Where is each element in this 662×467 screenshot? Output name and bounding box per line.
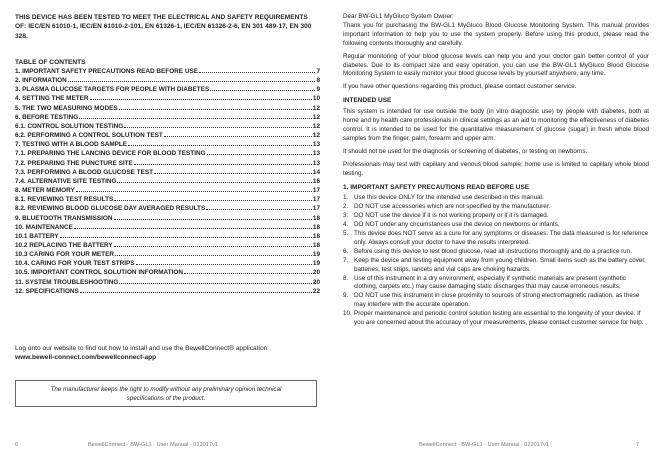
toc-entry[interactable] <box>15 94 320 103</box>
safety-item-number: 7. <box>343 256 349 264</box>
toc-entry-title: 8.1. REVIEWING TEST RESULTS <box>15 196 114 204</box>
toc-entry-title: 2. INFORMATION <box>15 77 67 85</box>
toc-entry-page: 12 <box>312 113 320 121</box>
toc-entry-page: 17 <box>312 196 320 204</box>
toc-entry-title: 7.2. PREPARING THE PUNCTURE SITE <box>15 159 133 167</box>
toc-entry[interactable] <box>15 223 320 232</box>
toc-leader-dots <box>79 113 312 119</box>
toc-leader-dots <box>154 168 312 174</box>
toc-entry[interactable] <box>15 122 320 131</box>
toc-leader-dots <box>74 223 312 229</box>
toc-entry-title: 11. SYSTEM TROUBLESHOOTING <box>15 278 119 286</box>
toc-leader-dots <box>117 177 311 183</box>
toc-leader-dots <box>184 268 312 274</box>
footer-left: BewellConnect · BW-GL1 · User Manual · 022017v1 <box>88 442 218 448</box>
safety-item <box>343 194 649 203</box>
app-info <box>15 344 320 363</box>
toc-entry[interactable] <box>15 177 320 186</box>
toc-entry[interactable] <box>15 159 320 168</box>
footer-right: BewellConnect · BW-GL1 · User Manual · 022017v1 <box>419 442 549 448</box>
toc-entry-title: 10. MAINTENANCE <box>15 223 73 231</box>
safety-item-number: 5. <box>343 230 349 238</box>
safety-item <box>343 221 649 230</box>
toc-entry-title: 8. METER MEMORY <box>15 187 75 195</box>
safety-item <box>343 310 649 328</box>
toc-entry[interactable] <box>15 232 320 241</box>
toc-entry-title: 6.2. PERFORMING A CONTROL SOLUTION TEST <box>15 132 163 140</box>
toc-entry-page: 8 <box>316 77 320 85</box>
toc-entry-page: 18 <box>312 223 320 231</box>
safety-item <box>343 212 649 221</box>
toc-entry[interactable] <box>15 214 320 223</box>
toc-title: TABLE OF CONTENTS <box>15 59 86 66</box>
safety-heading: 1. IMPORTANT SAFETY PRECAUTIONS READ BEFORE USE <box>343 183 530 191</box>
safety-item <box>343 203 649 212</box>
safety-item-text: DO NOT use this instrument in close proximity to sources of strong electromagnetic radiation, as these may interfere with the accurate operation. <box>354 292 640 309</box>
toc-entry-title: 1. IMPORTANT SAFETY PRECAUTIONS READ BEFORE USE <box>15 68 198 75</box>
safety-item-number: 8. <box>343 274 349 282</box>
toc-leader-dots <box>136 259 312 265</box>
intended-use-professionals: Professionals may test with capillary and venous blood sample; home use is limited to capillary whole blood testing. <box>343 160 649 177</box>
toc-leader-dots <box>199 67 315 73</box>
toc-entry-page: 17 <box>312 187 320 195</box>
toc-leader-dots <box>114 241 312 247</box>
toc-entry[interactable] <box>15 268 320 277</box>
toc-entry-title: 10.1 BATTERY <box>15 232 59 240</box>
safety-item-number: 4. <box>343 221 349 229</box>
toc-entry-title: 7.3. PERFORMING A BLOOD GLUCOSE TEST <box>15 168 154 176</box>
toc-entry[interactable] <box>15 140 320 149</box>
toc-entry-page: 17 <box>312 205 320 213</box>
toc-entry-page: 18 <box>312 214 320 222</box>
disclaimer-box: The manufacturer keeps the right to modify without any preliminary opinion technical specifications of the product. <box>15 380 317 407</box>
safety-item <box>343 230 649 248</box>
toc-entry[interactable] <box>15 278 320 287</box>
app-url-link[interactable]: www.bewell-connect.com/bewellconnect-app <box>15 354 157 362</box>
toc-entry[interactable] <box>15 241 320 250</box>
safety-item-text: DO NOT under any circumstances use the device on newborns or infants. <box>354 221 560 229</box>
certification-statement: THIS DEVICE HAS BEEN TESTED TO MEET THE ELECTRICAL AND SAFETY REQUIREMENTS OF: IEC/EN 61010-1, IEC/EN 61010-2-101, EN 61326-1, IEC/EN 61326-2-6, EN 301 489-17, EN 300 328. <box>15 14 312 40</box>
toc-leader-dots <box>60 232 312 238</box>
safety-item-number: 3. <box>343 212 349 220</box>
toc-entry[interactable] <box>15 67 320 76</box>
toc-entry-page: 18 <box>312 241 320 249</box>
toc-entry-title: 3. PLASMA GLUCOSE TARGETS FOR PEOPLE WITH DIABETES <box>15 86 210 94</box>
toc-entry-page: 7 <box>316 68 320 75</box>
safety-item-number: 6. <box>343 247 349 255</box>
toc-leader-dots <box>210 85 315 91</box>
page-number-right: 7 <box>636 442 640 448</box>
toc-entry-page: 12 <box>312 104 320 112</box>
toc-entry-page: 16 <box>312 177 320 185</box>
toc-entry-page: 20 <box>312 278 320 286</box>
safety-item-text: Use of this instrument in a dry environment, especially if synthetic materials are present (synthetic clothing, carpets etc.) may cause damaging static discharges that may cause erroneous results. <box>354 274 626 291</box>
safety-item <box>343 275 649 293</box>
toc-entry-page: 12 <box>312 122 320 130</box>
safety-item <box>343 292 649 310</box>
toc-leader-dots <box>80 287 312 293</box>
toc-entry-page: 19 <box>312 251 320 259</box>
toc-entry-title: 7.1. PREPARING THE LANCING DEVICE FOR BLOOD TESTING <box>15 150 206 158</box>
toc-entry[interactable] <box>15 287 320 296</box>
toc-leader-dots <box>119 104 312 110</box>
table-of-contents <box>15 58 320 296</box>
toc-list <box>15 67 320 296</box>
toc-entry[interactable] <box>15 131 320 140</box>
safety-list <box>343 194 649 328</box>
toc-entry[interactable] <box>15 113 320 122</box>
toc-entry[interactable] <box>15 85 320 94</box>
toc-entry-page: 20 <box>312 269 320 277</box>
toc-entry[interactable] <box>15 195 320 204</box>
safety-item <box>343 257 649 275</box>
right-page <box>331 0 662 467</box>
app-info-text: Log onto our website to find out how to install and use the BewellConnect® application <box>15 345 268 352</box>
toc-entry-page: 22 <box>312 287 320 295</box>
toc-entry-title: 9. BLUETOOTH TRANSMISSION <box>15 214 113 222</box>
toc-leader-dots <box>164 131 312 137</box>
toc-entry-page: 13 <box>312 141 320 149</box>
safety-item-number: 9. <box>343 292 349 300</box>
toc-entry-page: 13 <box>312 150 320 158</box>
toc-entry-title: 4. SETTING THE METER <box>15 95 89 103</box>
toc-entry-title: 5. THE TWO MEASURING MODES <box>15 104 118 112</box>
toc-entry-title: 6. BEFORE TESTING <box>15 113 79 121</box>
contact-paragraph: If you have other questions regarding this product, please contact customer service. <box>343 83 577 91</box>
safety-item-text: This device does NOT serve as a cure for any symptoms or diseases. The data measured is for reference only. Always consult your doctor to have the results interpreted. <box>354 230 649 246</box>
toc-leader-dots <box>114 214 312 220</box>
toc-entry-title: 10.4. CARING FOR YOUR TEST STRIPS <box>15 260 135 268</box>
toc-entry-page: 13 <box>312 159 320 167</box>
safety-item-number: 2. <box>343 203 349 211</box>
toc-leader-dots <box>128 140 312 146</box>
toc-entry-page: 18 <box>312 232 320 240</box>
toc-leader-dots <box>114 195 312 201</box>
toc-entry-title: 7. TESTING WITH A BLOOD SAMPLE <box>15 141 128 149</box>
toc-entry[interactable] <box>15 259 320 268</box>
right-column <box>343 13 649 328</box>
safety-item-text: DO NOT use accessories which are not specified by the manufacturer. <box>354 203 551 211</box>
page-number-left: 6 <box>15 442 19 448</box>
toc-entry-title: 12. SPECIFICATIONS <box>15 287 79 295</box>
toc-leader-dots <box>90 94 312 100</box>
toc-entry[interactable] <box>15 104 320 113</box>
toc-entry-page: 12 <box>312 132 320 140</box>
intended-use-paragraph: This system is intended for use outside the body (in vitro diagnostic use) by people with diabetes, both at home and by health care professionals in clinical settings as an aid to monitoring the effectiveness of diabetes control. It is intended to be used for the quantitative measurement of glucose (sugar) in fresh whole blood samples from the finger, palm, forearm and upper arm. <box>343 108 649 142</box>
toc-entry-title: 10.5. IMPORTANT CONTROL SOLUTION INFORMATION <box>15 269 183 277</box>
toc-entry[interactable] <box>15 204 320 213</box>
toc-entry-title: 8.2. REVIEWING BLOOD GLUCOSE DAY AVERAGED RESULTS <box>15 205 206 213</box>
toc-entry-title: 10.3 CARING FOR YOUR METER <box>15 251 114 259</box>
salutation: Dear BW-GL1 MyGluco System Owner: <box>343 13 454 20</box>
intro-paragraph: Thank you for purchasing the BW-GL1 MyGluco Blood Glucose Monitoring System. This manual provides important information to help you to use the system properly. Before using this product, please read the following contents thoroughly and carefully. <box>343 21 649 47</box>
toc-entry[interactable] <box>15 168 320 177</box>
toc-entry[interactable] <box>15 149 320 158</box>
toc-leader-dots <box>124 122 312 128</box>
toc-leader-dots <box>206 204 312 210</box>
safety-item-number: 1. <box>343 194 349 202</box>
toc-entry-title: 6.1. CONTROL SOLUTION TESTING <box>15 122 124 130</box>
toc-leader-dots <box>207 149 312 155</box>
toc-leader-dots <box>119 278 312 284</box>
toc-entry-title: 10.2 REPLACING THE BATTERY <box>15 241 113 249</box>
toc-entry-page: 10 <box>312 95 320 103</box>
safety-item-number: 10. <box>343 310 352 318</box>
toc-entry-page: 9 <box>316 86 320 94</box>
toc-leader-dots <box>68 76 316 82</box>
toc-entry-page: 14 <box>312 168 320 176</box>
toc-leader-dots <box>115 250 312 256</box>
toc-entry-title: 7.4. ALTERNATIVE SITE TESTING <box>15 177 117 185</box>
safety-item-text: DO NOT use the device if it is not working properly or if it is damaged. <box>354 212 549 220</box>
safety-item-text: Keep the device and testing equipment away from young children. Small items such as the battery cover, batteries, test strips, lancets and vial caps are choking hazards. <box>354 256 646 273</box>
safety-item-text: Proper maintenance and periodic control solution testing are essential to the longevity of your device. If you are concerned about the accuracy of your measurements, please contact customer service for help. <box>354 310 644 327</box>
toc-leader-dots <box>134 159 312 165</box>
intended-use-restriction: It should not be used for the diagnosis or screening of diabetes, or testing on newborns. <box>343 147 588 155</box>
monitoring-paragraph: Regular monitoring of your blood glucose levels can help you and your doctor gain better control of your diabetes. Due to its compact size and easy operation, you can use the BW-GL1 MyGluco Blood Glucose Monitoring System to easily monitor your blood glucose levels by yourself anywhere, any time. <box>343 52 649 78</box>
toc-entry[interactable] <box>15 76 320 85</box>
toc-entry[interactable] <box>15 250 320 259</box>
safety-item-text: Before using this device to test blood glucose, read all instructions thoroughly and do a practice run. <box>354 247 632 255</box>
safety-item <box>343 248 649 257</box>
toc-leader-dots <box>76 186 312 192</box>
toc-entry[interactable] <box>15 186 320 195</box>
intended-use-heading: INTENDED USE <box>343 97 392 105</box>
toc-entry-page: 19 <box>312 260 320 268</box>
safety-item-text: Use this device ONLY for the intended use described in this manual. <box>354 194 544 202</box>
